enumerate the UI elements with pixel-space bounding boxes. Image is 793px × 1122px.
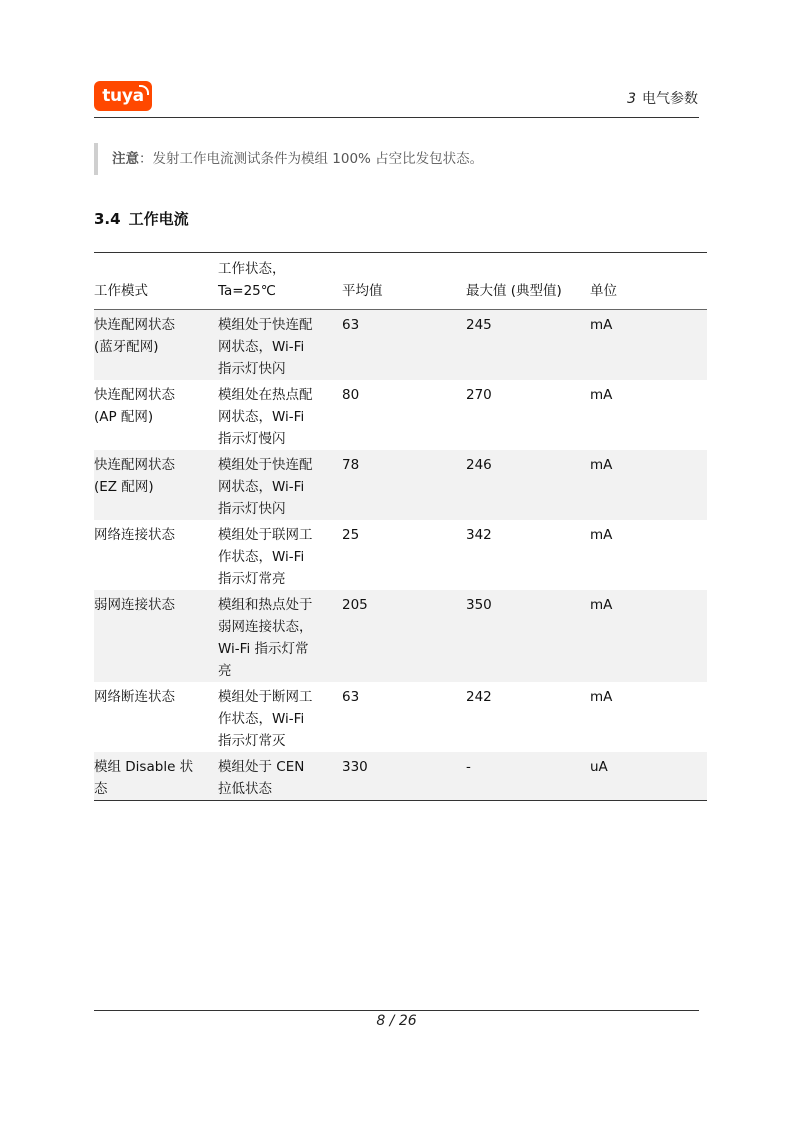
section-number: 3.4 [94, 210, 121, 228]
cell-average: 25 [342, 527, 360, 543]
table-row [94, 380, 707, 450]
running-header-chapter [627, 88, 698, 108]
table-row [94, 752, 707, 801]
table-row [94, 310, 707, 381]
header-average: 平均值 [342, 283, 383, 299]
cell-state: 模组处于快连配 网状态，Wi-Fi 指示灯快闪 [218, 457, 313, 517]
note-text: ：发射工作电流测试条件为模组 100% 占空比发包状态。 [139, 151, 484, 167]
chapter-title: 电气参数 [642, 91, 698, 107]
cell-mode: 快连配网状态 (EZ 配网) [94, 457, 175, 495]
header-state: 工作状态， Ta=25℃ [218, 261, 286, 299]
cell-unit: mA [590, 387, 613, 403]
header-divider [94, 117, 699, 118]
cell-unit: mA [590, 689, 613, 705]
cell-unit: uA [590, 759, 608, 775]
cell-mode: 弱网连接状态 [94, 597, 175, 613]
note-callout [94, 143, 699, 175]
header-max: 最大值 (典型值) [466, 283, 562, 299]
header-unit: 单位 [590, 283, 617, 299]
cell-mode: 快连配网状态 (AP 配网) [94, 387, 175, 425]
cell-unit: mA [590, 527, 613, 543]
page-number: 8 / 26 [376, 1013, 417, 1029]
cell-unit: mA [590, 457, 613, 473]
note-label: 注意 [112, 151, 139, 167]
cell-max: 246 [466, 457, 492, 473]
working-current-table [94, 252, 707, 801]
cell-max: 342 [466, 527, 492, 543]
section-heading [94, 208, 189, 229]
cell-mode: 网络连接状态 [94, 527, 175, 543]
cell-average: 63 [342, 317, 360, 333]
wifi-mark-icon [139, 85, 149, 95]
table-row [94, 450, 707, 520]
table-header-row [94, 253, 707, 310]
cell-max: 350 [466, 597, 492, 613]
footer-divider [94, 1010, 699, 1011]
cell-unit: mA [590, 597, 613, 613]
cell-state: 模组处于断网工 作状态，Wi-Fi 指示灯常灭 [218, 689, 313, 749]
cell-unit: mA [590, 317, 613, 333]
cell-average: 205 [342, 597, 368, 613]
cell-average: 63 [342, 689, 360, 705]
cell-state: 模组处于 CEN 拉低状态 [218, 759, 305, 797]
section-title: 工作电流 [128, 210, 189, 228]
cell-state: 模组处在热点配 网状态，Wi-Fi 指示灯慢闪 [218, 387, 313, 447]
logo-text: tuya [102, 86, 144, 106]
cell-average: 80 [342, 387, 360, 403]
cell-max: 245 [466, 317, 492, 333]
table-body [94, 310, 707, 801]
table-row [94, 590, 707, 682]
cell-mode: 快连配网状态 (蓝牙配网) [94, 317, 175, 355]
cell-max: 270 [466, 387, 492, 403]
cell-max: 242 [466, 689, 492, 705]
cell-average: 330 [342, 759, 368, 775]
table-row [94, 682, 707, 752]
table-row [94, 520, 707, 590]
cell-max: - [466, 759, 471, 775]
cell-mode: 网络断连状态 [94, 689, 175, 705]
cell-mode: 模组 Disable 状 态 [94, 759, 194, 797]
header-mode: 工作模式 [94, 283, 148, 299]
tuya-logo [94, 81, 152, 111]
cell-state: 模组和热点处于 弱网连接状态， Wi-Fi 指示灯常 亮 [218, 597, 313, 679]
cell-state: 模组处于联网工 作状态，Wi-Fi 指示灯常亮 [218, 527, 313, 587]
chapter-number: 3 [627, 91, 636, 107]
cell-average: 78 [342, 457, 360, 473]
cell-state: 模组处于快连配 网状态，Wi-Fi 指示灯快闪 [218, 317, 313, 377]
